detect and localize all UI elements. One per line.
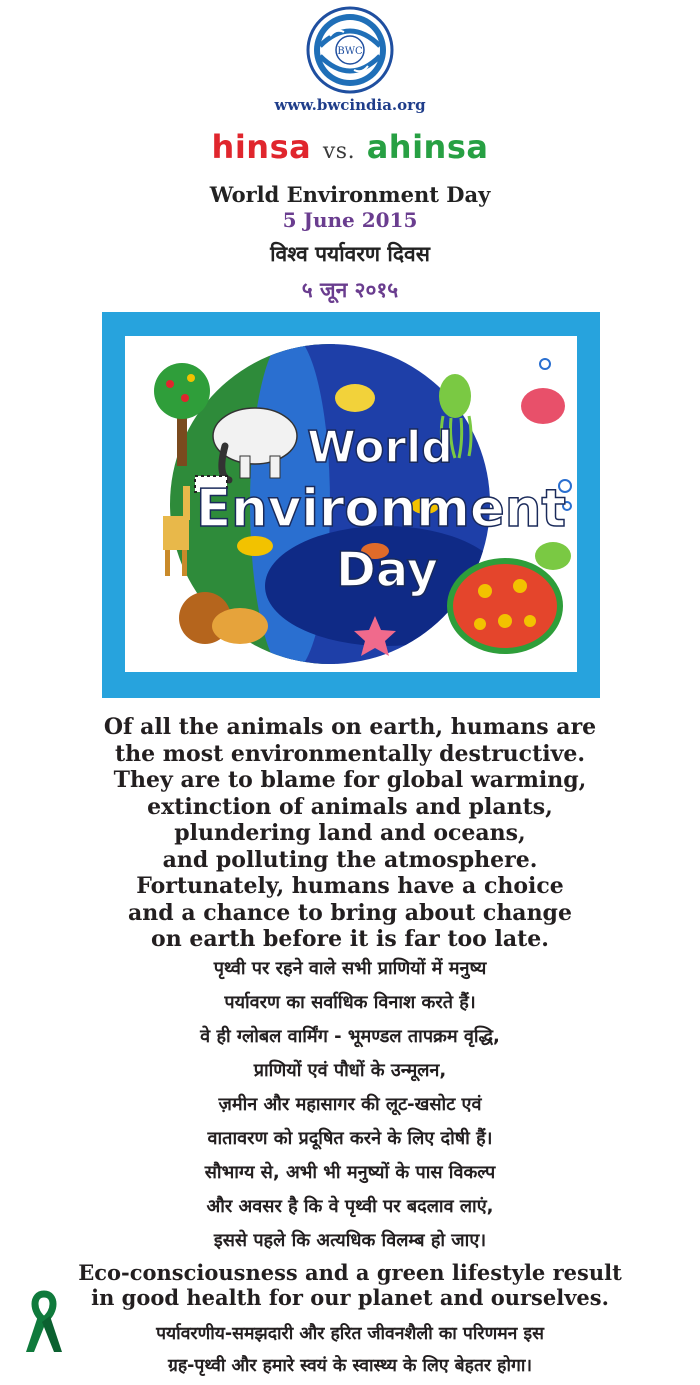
english-line: Of all the animals on earth, humans are <box>103 714 597 740</box>
english-line: and polluting the atmosphere. <box>162 846 538 873</box>
title-english: World Environment Day <box>209 182 491 207</box>
date-english: 5 June 2015 <box>282 208 418 232</box>
hindi-line: पर्यावरण का सर्वाधिक विनाश करते हैं। <box>224 992 476 1013</box>
brand-ahinsa: ahinsa <box>366 128 489 166</box>
date-hindi: ५ जून २०१५ <box>301 278 399 302</box>
dog-icon <box>237 536 273 556</box>
hindi-line: सौभाग्य से, अभी भी मनुष्यों के पास विकल्प <box>204 1162 496 1183</box>
hindi-line: प्राणियों एवं पौधों के उन्मूलन, <box>253 1060 447 1081</box>
hindi-line: ज़मीन और महासागर की लूट-खसोट एवं <box>218 1094 482 1115</box>
turtle-icon <box>450 561 560 651</box>
footer-english <box>0 1260 700 1310</box>
english-line: Fortunately, humans have a choice <box>136 873 564 899</box>
brand-title <box>0 128 700 166</box>
footer-english-line: in good health for our planet and ourselves. <box>91 1285 609 1310</box>
footer-hindi-line: पर्यावरणीय-समझदारी और हरित जीवनशैली का परिणमन इस <box>156 1324 544 1344</box>
english-line: on earth before it is far too late. <box>151 926 549 952</box>
jellyfish-icon <box>439 374 471 418</box>
hindi-line: इससे पहले कि अत्यधिक विलम्ब हो जाए। <box>213 1230 487 1251</box>
title-hindi: विश्व पर्यावरण दिवस <box>270 242 430 266</box>
logo-text: BWC <box>337 46 363 57</box>
footer-hindi <box>0 1318 700 1382</box>
hindi-line: पृथ्वी पर रहने वाले सभी प्राणियों में मनुष्य <box>213 958 487 979</box>
pufferfish-icon <box>335 384 375 412</box>
poster-word-world: World <box>307 422 453 473</box>
english-paragraph <box>0 714 700 953</box>
world-environment-day-poster <box>102 312 600 698</box>
poster-artwork <box>125 336 577 672</box>
english-line: They are to blame for global warming, <box>113 767 587 793</box>
poster-word-day: Day <box>335 542 439 598</box>
brand-hinsa: hinsa <box>211 128 312 166</box>
hindi-line: वातावरण को प्रदूषित करने के लिए दोषी हैं। <box>207 1128 493 1149</box>
poster-word-environment: Environment <box>196 479 566 539</box>
english-line: extinction of animals and plants, <box>147 793 553 820</box>
english-line: plundering land and oceans, <box>174 820 526 846</box>
fish-icon <box>521 388 565 424</box>
hindi-paragraph <box>0 952 700 1258</box>
tree-icon <box>154 363 210 419</box>
english-line: and a chance to bring about change <box>128 899 572 926</box>
brand-vs: vs. <box>322 139 356 164</box>
footer-english-line: Eco-consciousness and a green lifestyle result <box>78 1260 622 1285</box>
english-line: the most environmentally destructive. <box>114 740 586 767</box>
hindi-line: वे ही ग्लोबल वार्मिंग - भूमण्डल तापक्रम वृद्धि, <box>200 1026 500 1047</box>
giraffe-icon <box>163 516 189 550</box>
website-url[interactable]: www.bwcindia.org <box>274 96 426 114</box>
hindi-line: और अवसर है कि वे पृथ्वी पर बदलाव लाएं, <box>206 1196 494 1217</box>
bwc-logo <box>306 6 394 94</box>
footer-hindi-line: ग्रह-पृथ्वी और हमारे स्वयं के स्वास्थ्य के लिए बेहतर होगा। <box>167 1356 533 1376</box>
poster-illustration <box>125 336 577 672</box>
